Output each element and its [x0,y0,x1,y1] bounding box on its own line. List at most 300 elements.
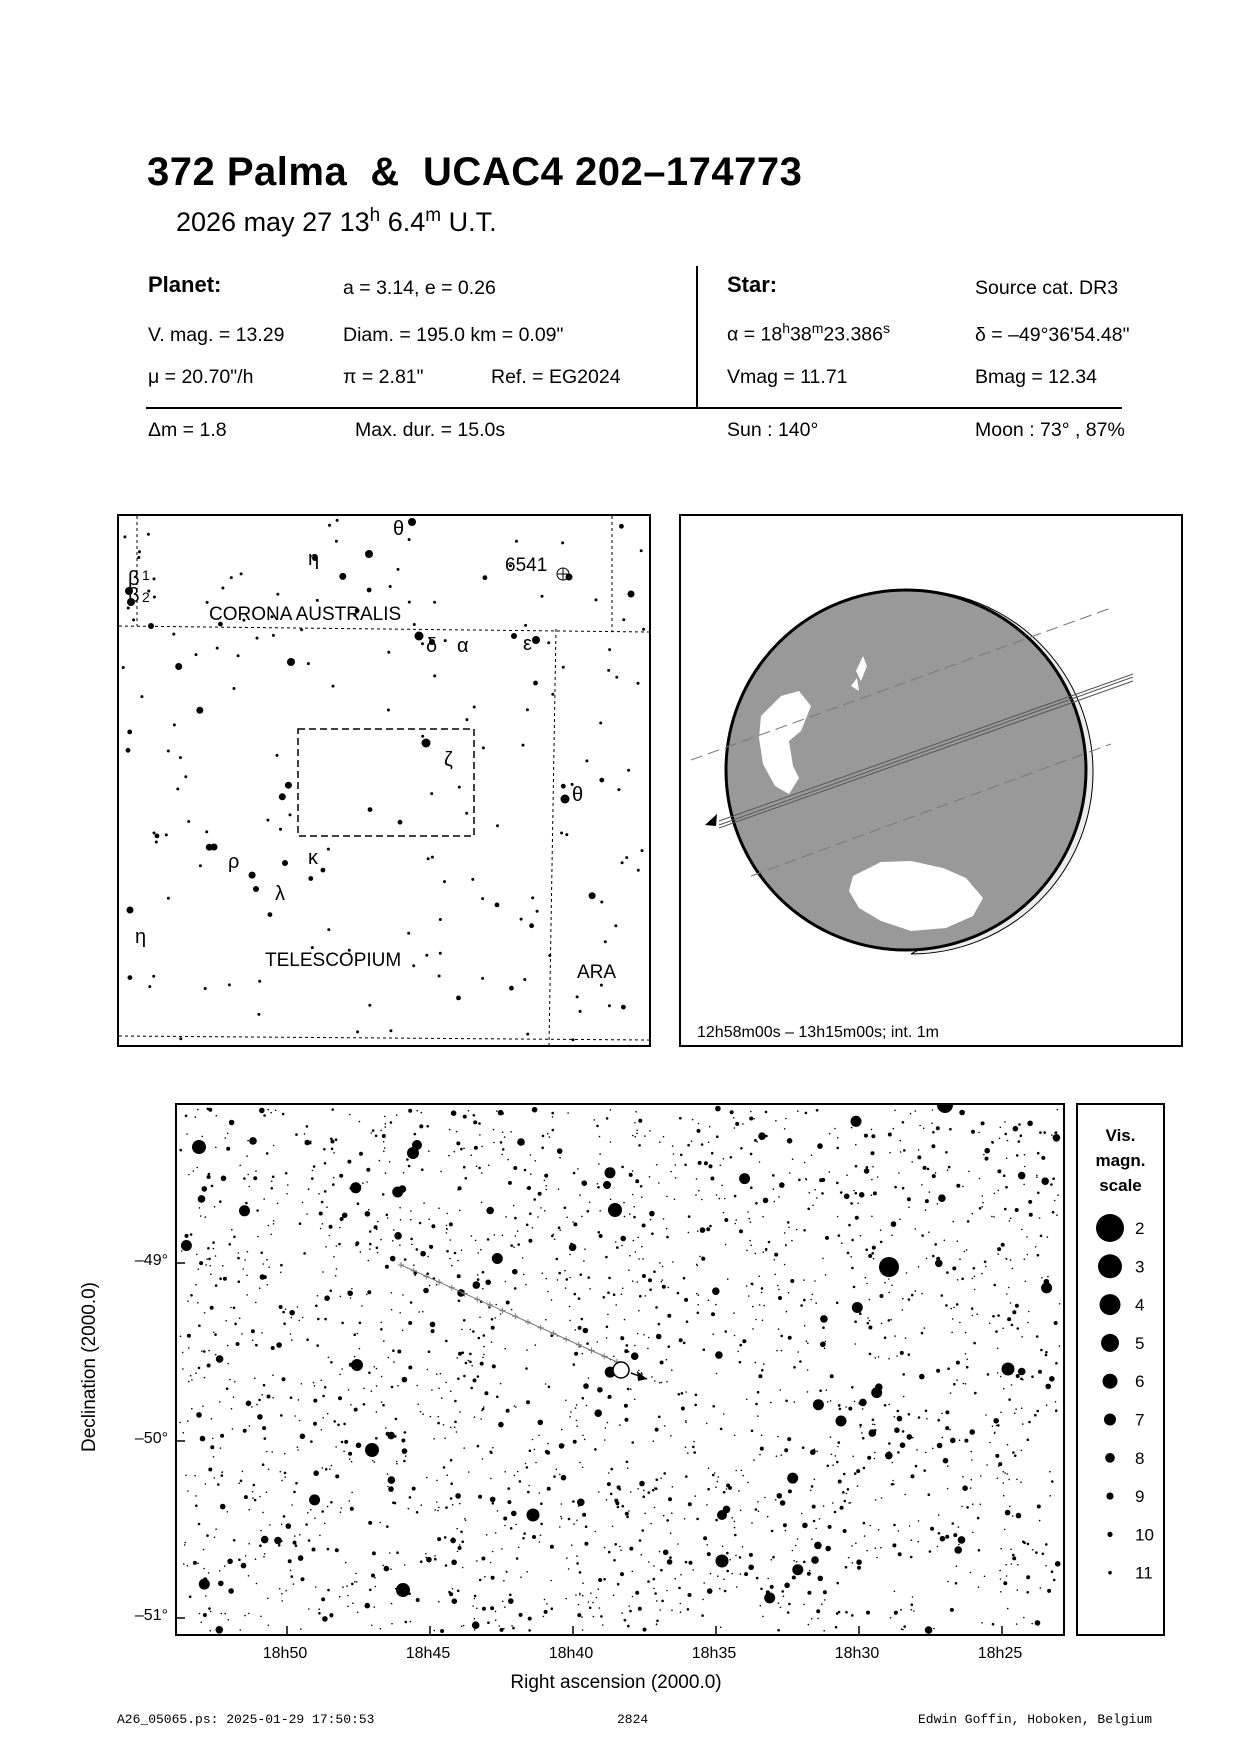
field-star [461,1329,463,1331]
field-star [1034,1414,1037,1417]
magnitude-legend [1076,1103,1165,1636]
field-star [381,1401,383,1403]
field-star [347,1606,349,1608]
star-label-lambda-tel: λ [275,883,285,905]
field-star [544,1210,546,1212]
field-star [234,1381,236,1383]
field-star [194,1475,196,1477]
field-star [880,1547,882,1549]
star-label-beta1-sup: 1 [142,567,150,583]
finder-star [339,573,346,580]
field-star [255,1344,257,1346]
field-star [1021,1450,1023,1452]
field-star [801,1513,803,1515]
field-star [557,1279,559,1281]
field-star [706,1227,710,1231]
field-star [992,1315,995,1318]
field-star [685,1475,688,1478]
field-star [891,1234,893,1236]
field-star [454,1151,456,1153]
field-star [1054,1200,1056,1202]
field-star [476,1166,478,1168]
field-star [788,1603,791,1606]
field-star [460,1531,463,1534]
field-star [880,1229,882,1231]
field-star [429,1245,433,1249]
finder-star [368,807,373,812]
finder-bright-star [511,633,517,639]
field-star [376,1368,378,1370]
finder-star [316,599,319,602]
field-star [302,1202,304,1204]
field-star [216,1626,224,1634]
field-star [697,1129,701,1133]
field-star [859,1192,865,1198]
field-star [735,1223,737,1225]
finder-star [443,880,446,883]
field-star [661,1281,663,1283]
legend-title-1: Vis. [1105,1126,1136,1145]
field-star [1055,1362,1058,1365]
field-star [268,1225,270,1227]
field-star [867,1322,870,1325]
field-star [658,1416,661,1419]
field-star [586,1342,589,1345]
finder-star [195,653,198,656]
field-star [291,1575,294,1578]
field-star [233,1307,236,1310]
field-star [322,1616,328,1622]
field-star [255,1558,257,1560]
field-star [579,1593,581,1595]
field-star [561,1429,563,1431]
field-star [450,1459,453,1462]
field-star [910,1113,912,1115]
field-star [811,1485,814,1488]
field-star [783,1523,787,1527]
field-star [638,1310,640,1312]
field-star [308,1189,310,1191]
field-star [205,1595,207,1597]
field-star [551,1235,554,1238]
finder-star [642,628,645,631]
field-star [324,1162,327,1165]
field-star [851,1386,854,1389]
field-star [458,1300,461,1303]
field-star [706,1423,708,1425]
field-star [561,1518,563,1520]
field-star [399,1207,401,1209]
field-star [724,1218,728,1222]
field-star [272,1397,274,1399]
field-star [459,1210,461,1212]
field-star [784,1448,788,1452]
field-star [656,1600,658,1602]
field-star [671,1512,673,1514]
field-star [760,1605,762,1607]
dec-tick-49: –49° [134,1252,168,1269]
field-star [322,1395,325,1398]
path-mark [589,1348,595,1354]
field-star [401,1439,405,1443]
field-star [561,1503,563,1505]
field-star [587,1210,590,1213]
field-star [377,1221,379,1223]
hour-unit: h [369,205,381,226]
field-star [256,1404,258,1406]
field-star [242,1268,244,1270]
field-star [871,1179,873,1181]
field-star [663,1515,665,1517]
field-star [711,1312,715,1316]
field-star [1055,1131,1058,1134]
field-star [606,1499,608,1501]
field-star [830,1436,832,1438]
field-star [746,1399,748,1401]
field-star [791,1240,793,1242]
field-star [308,1608,310,1610]
field-star [220,1504,226,1510]
field-star [1053,1579,1056,1582]
field-star [787,1221,790,1224]
field-star [629,1547,633,1551]
finder-star [153,596,156,599]
field-star [252,1340,254,1342]
field-star [205,1216,207,1218]
field-star [1055,1401,1057,1403]
field-star [1011,1384,1013,1386]
field-star [633,1240,635,1242]
field-star [247,1174,249,1176]
field-star [928,1231,930,1233]
star-chart-svg [177,1105,1063,1634]
field-star [503,1580,505,1582]
field-star [210,1445,214,1449]
finder-star [608,648,611,651]
finder-star [122,666,125,669]
field-star [945,1426,949,1430]
field-star [1006,1473,1008,1475]
field-star [454,1400,457,1403]
field-star [677,1292,680,1295]
field-star [419,1222,422,1225]
field-star [290,1333,292,1335]
field-star [333,1256,335,1258]
field-star [932,1174,936,1178]
field-star [757,1391,760,1394]
field-star [688,1232,690,1234]
field-star [932,1255,935,1258]
field-star [723,1413,725,1415]
field-star [476,1608,478,1610]
field-star [815,1302,817,1304]
field-star [502,1132,504,1134]
field-star [201,1136,203,1138]
field-star [989,1323,991,1325]
field-star [283,1515,286,1518]
field-star [930,1527,934,1531]
field-star [261,1536,269,1544]
field-star [517,1471,519,1473]
field-star [726,1552,729,1555]
field-star [427,1256,429,1258]
field-star [776,1455,778,1457]
field-star [847,1252,850,1255]
field-star [550,1334,553,1337]
field-star [478,1167,481,1170]
field-star [973,1267,976,1270]
field-star [751,1522,753,1524]
field-star [585,1525,588,1528]
finder-star [367,588,372,593]
field-star [851,1127,853,1129]
field-star [663,1550,669,1556]
field-star [510,1244,513,1247]
field-star [1041,1156,1045,1160]
finder-star [619,524,624,529]
field-star [684,1164,687,1167]
field-star [380,1239,382,1241]
field-star [730,1110,734,1114]
field-star [335,1275,337,1277]
field-star [468,1110,470,1112]
field-star [559,1526,561,1528]
field-star [363,1403,366,1406]
field-star [354,1356,356,1358]
field-star [437,1422,440,1425]
field-star [340,1296,342,1298]
finder-star [268,912,273,917]
field-star [880,1294,884,1298]
field-star [374,1225,378,1229]
field-star [376,1411,378,1413]
field-star [251,1406,253,1408]
field-star [610,1468,613,1471]
finder-bright-star [282,860,288,866]
field-star [907,1434,913,1440]
field-star [603,1578,606,1581]
field-star [934,1243,937,1246]
field-star [712,1333,714,1335]
field-star [557,1148,563,1154]
field-star [804,1162,806,1164]
legend-label: 7 [1135,1410,1145,1430]
field-star [642,1258,644,1260]
field-star [423,1288,429,1294]
field-star [568,1518,571,1521]
field-star [911,1474,915,1478]
field-star [537,1216,539,1218]
field-star [1036,1176,1038,1178]
finder-star [547,641,550,644]
field-star [851,1267,854,1270]
field-star [874,1424,876,1426]
finder-star [481,977,484,980]
field-star [525,1284,527,1286]
field-star [714,1472,716,1474]
field-star [837,1137,839,1139]
field-star [187,1490,189,1492]
field-star [638,1607,642,1611]
field-star [202,1405,204,1407]
field-star [575,1407,577,1409]
field-star [263,1114,266,1117]
field-star [734,1521,736,1523]
field-star [408,1109,412,1113]
field-star [302,1317,304,1319]
field-star [792,1158,794,1160]
field-star [421,1168,424,1171]
star-label-delta-tel: δ [426,635,438,657]
field-star [409,1496,412,1499]
field-star [819,1518,821,1520]
field-star [227,1345,229,1347]
finder-star [321,868,326,873]
field-star [1036,1410,1039,1413]
field-star [997,1253,999,1255]
field-star [911,1539,913,1541]
field-star [578,1604,580,1606]
field-star [1009,1220,1011,1222]
field-star [844,1194,850,1200]
field-star [861,1432,863,1434]
field-star [452,1598,458,1604]
field-star [547,1133,549,1135]
field-star [945,1304,948,1307]
finder-star [289,813,292,816]
field-star [605,1427,607,1429]
field-star [190,1375,192,1377]
constellation-telescopium: TELESCOPIUM [265,950,402,971]
field-star [473,1378,477,1382]
bright-field-star [716,1555,729,1568]
field-star [767,1578,769,1580]
field-star [512,1627,515,1630]
field-star [589,1607,592,1610]
field-star [638,1370,640,1372]
field-star [352,1602,354,1604]
field-star [581,1616,583,1618]
field-star [259,1108,265,1114]
field-star [279,1305,283,1309]
field-star [797,1351,799,1353]
field-star [187,1565,189,1567]
field-star [375,1437,378,1440]
field-star [670,1532,672,1534]
field-star [514,1405,516,1407]
field-star [640,1185,643,1188]
finder-star [153,832,156,835]
field-star [925,1452,927,1454]
field-star [814,1189,816,1191]
field-star [382,1134,386,1138]
field-star [1022,1423,1024,1425]
field-star [951,1332,953,1334]
field-star [750,1245,752,1247]
field-star [438,1507,440,1509]
field-star [394,1435,397,1438]
constellation-ara: ARA [577,962,617,983]
field-star [716,1373,718,1375]
finder-bright-star [561,795,570,804]
field-star [393,1480,395,1482]
field-star [404,1258,407,1261]
field-star [780,1335,783,1338]
field-star [486,1207,494,1215]
field-star [294,1415,296,1417]
field-star [888,1442,891,1445]
field-star [213,1456,215,1458]
field-star [707,1552,711,1556]
finder-star [637,682,640,685]
field-star [680,1603,682,1605]
field-star [376,1247,379,1250]
field-star [921,1332,924,1335]
field-star [227,1133,229,1135]
field-star [826,1389,828,1391]
field-star [233,1539,236,1542]
finder-star [407,932,410,935]
field-star [513,1166,517,1170]
field-star [823,1630,825,1632]
field-star [888,1133,892,1137]
field-star [324,1190,327,1193]
field-star [620,1549,622,1551]
field-star [527,1491,530,1494]
field-star [968,1171,970,1173]
field-star [434,1558,437,1561]
field-star [974,1289,976,1291]
field-star [579,1462,581,1464]
bright-field-star [603,1181,611,1189]
field-star [227,1363,229,1365]
field-star [390,1568,392,1570]
field-star [656,1334,662,1340]
field-star [666,1236,669,1239]
field-star [634,1136,636,1138]
field-star [873,1191,877,1195]
field-star [765,1111,768,1114]
field-star [763,1363,765,1365]
finder-star [300,628,303,631]
field-star [1004,1208,1007,1211]
field-star [215,1354,217,1356]
field-star [519,1613,523,1617]
field-star [371,1574,375,1578]
field-star [311,1177,314,1180]
finder-star [562,666,565,669]
field-star [711,1152,714,1155]
field-star [866,1283,868,1285]
field-star [624,1216,626,1218]
star-label-alpha-tel: α [457,635,469,657]
field-star [694,1404,697,1407]
field-star [457,1260,459,1262]
field-star [781,1454,783,1456]
field-star [473,1120,477,1124]
field-star [679,1117,682,1120]
field-star [639,1539,642,1542]
field-star [1023,1617,1025,1619]
finder-star [561,784,566,789]
field-star [945,1151,948,1154]
field-star [633,1216,636,1219]
field-star [898,1530,900,1532]
field-star [911,1603,914,1606]
field-star [649,1130,651,1132]
field-star [859,1312,862,1315]
finder-star [147,533,150,536]
